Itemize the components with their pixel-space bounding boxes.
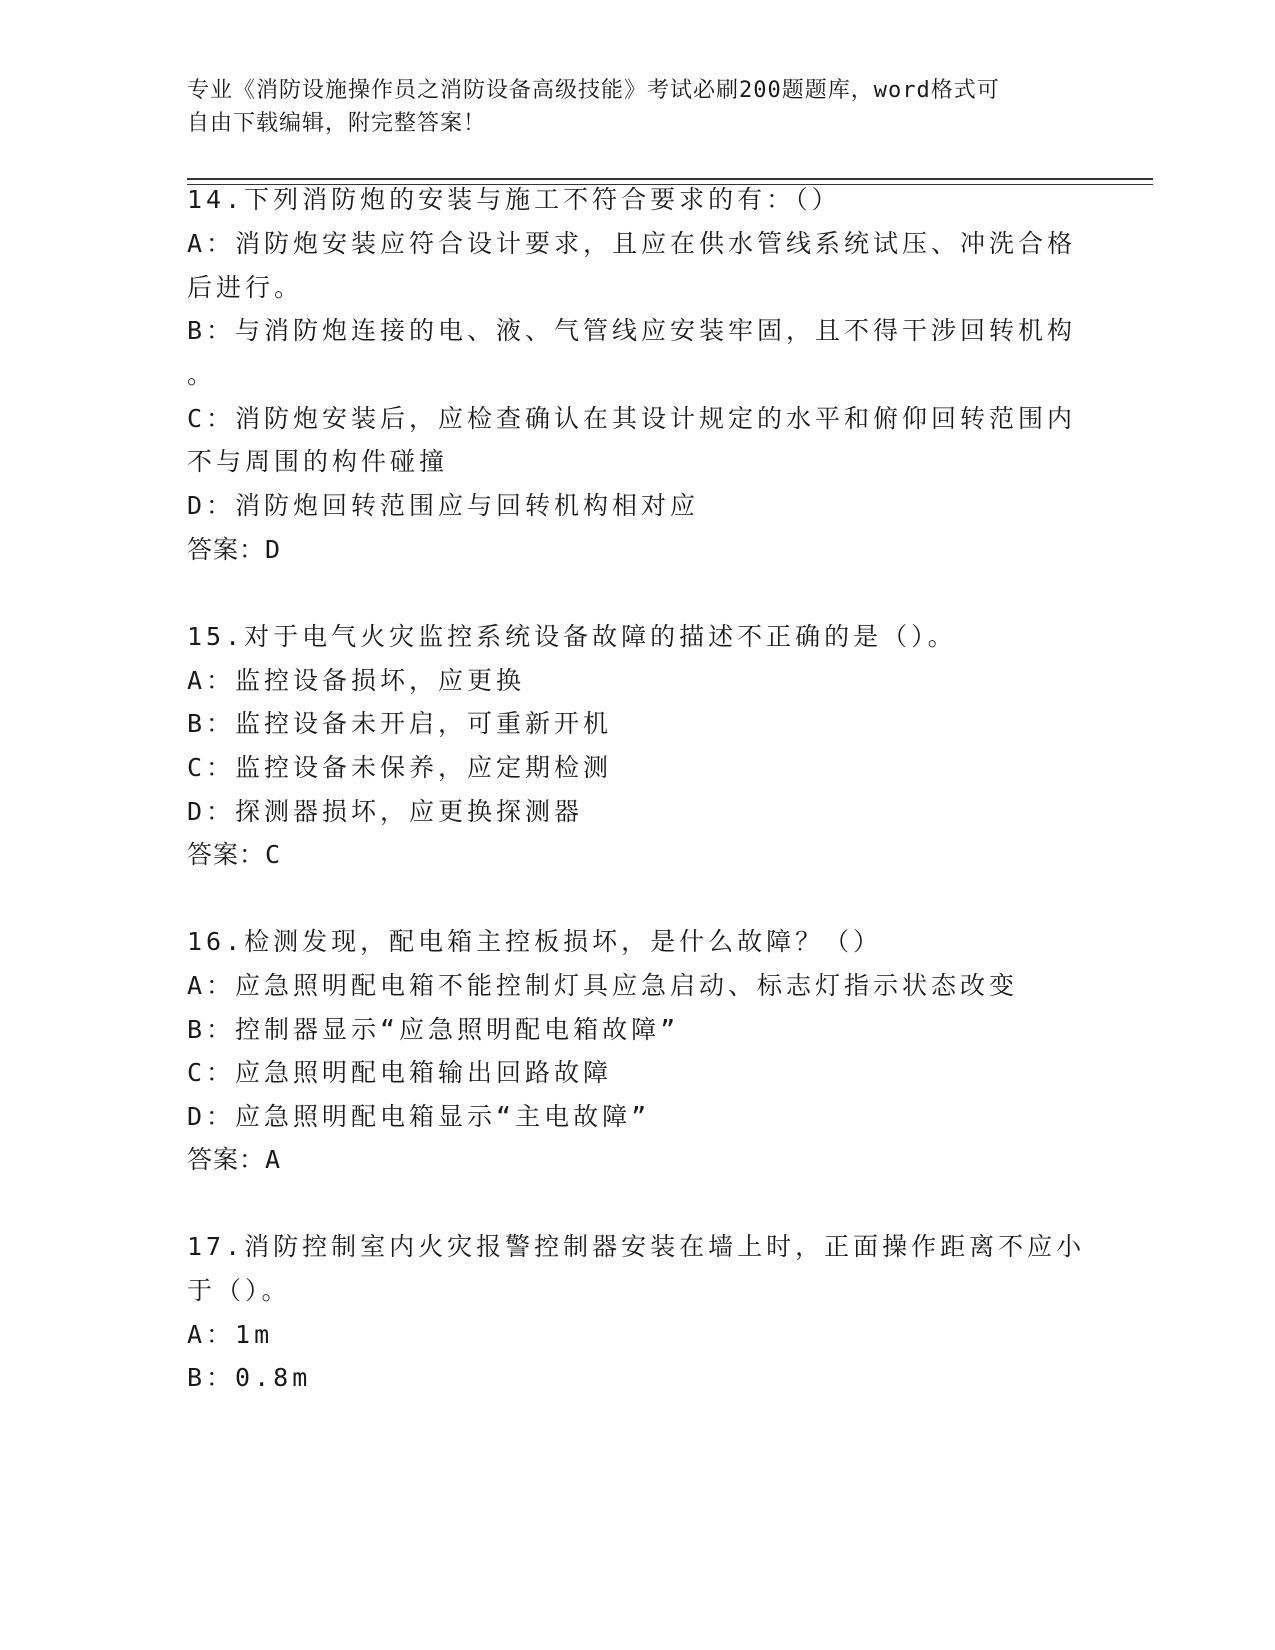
question-15-option-c: C：监控设备未保养，应定期检测 (187, 753, 613, 782)
header-line-2: 自由下载编辑，附完整答案！ (187, 111, 487, 136)
question-17-option-a: A：1m (187, 1320, 274, 1349)
question-14-answer: 答案：D (187, 535, 282, 564)
question-15-option-b: B：监控设备未开启，可重新开机 (187, 709, 613, 738)
question-17-stem-line-2: 于（）。 (187, 1276, 291, 1305)
question-16-option-c: C：应急照明配电箱输出回路故障 (187, 1058, 613, 1087)
question-17-stem-line-1: 17.消防控制室内火灾报警控制器安装在墙上时，正面操作距离不应小 (187, 1232, 1086, 1261)
question-15-answer: 答案：C (187, 840, 282, 869)
question-14-option-b-line-1: B：与消防炮连接的电、液、气管线应安装牢固，且不得干涉回转机构 (187, 316, 1077, 345)
document-header (187, 74, 1087, 140)
header-divider-thick (187, 178, 1153, 180)
question-14-option-c-line-2: 不与周围的构件碰撞 (187, 447, 449, 476)
question-17-option-b: B：0.8m (187, 1363, 312, 1392)
question-14-option-d: D：消防炮回转范围应与回转机构相对应 (187, 491, 700, 520)
question-14-stem: 14.下列消防炮的安装与施工不符合要求的有：（） (187, 185, 841, 214)
question-16-answer: 答案：A (187, 1145, 282, 1174)
question-16-option-a: A：应急照明配电箱不能控制灯具应急启动、标志灯指示状态改变 (187, 971, 1019, 1000)
question-15-option-d: D：探测器损坏，应更换探测器 (187, 797, 584, 826)
header-line-1: 专业《消防设施操作员之消防设备高级技能》考试必刷200题题库，word格式可 (187, 78, 1000, 103)
question-14-option-c-line-1: C：消防炮安装后，应检查确认在其设计规定的水平和俯仰回转范围内 (187, 404, 1077, 433)
question-16-stem: 16.检测发现，配电箱主控板损坏，是什么故障？（） (187, 927, 883, 956)
question-14-option-b-line-2: 。 (187, 360, 217, 389)
question-16-option-b: B：控制器显示“应急照明配电箱故障” (187, 1015, 680, 1044)
question-14-option-a-line-2: 后进行。 (187, 273, 304, 302)
question-16-option-d: D：应急照明配电箱显示“主电故障” (187, 1102, 651, 1131)
question-14-option-a-line-1: A：消防炮安装应符合设计要求，且应在供水管线系统试压、冲洗合格 (187, 229, 1077, 258)
question-15-option-a: A：监控设备损坏，应更换 (187, 666, 526, 695)
question-15-stem: 15.对于电气火灾监控系统设备故障的描述不正确的是（）。 (187, 622, 957, 651)
